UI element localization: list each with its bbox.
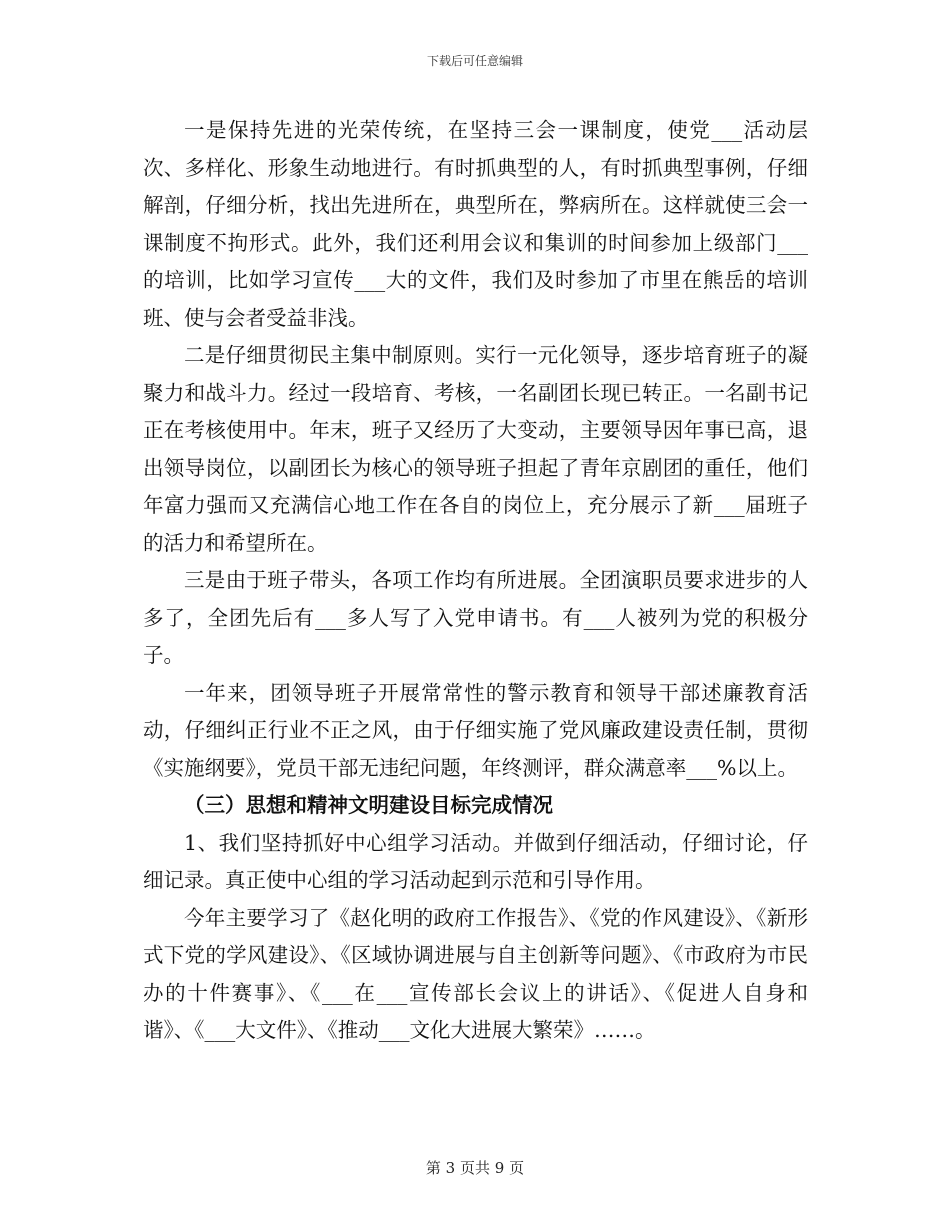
page-header: 下载后可任意编辑 <box>426 54 523 68</box>
page-footer: 第 3 页共 9 页 <box>425 1159 525 1177</box>
paragraph-party-tradition: 一是保持先进的光荣传统，在坚持三会一课制度，使党___活动层次、多样化、形象生动地进行。有时抓典型的人，有时抓典型事例，仔细解剖，仔细分析，找出先进所在，典型所在，弊病所在。这样就使三会一课制度不拘形式。此外，我们还利用会议和集训的时间参加上级部门___的培训，比如学习宣传___大的文件，我们及时参加了市里在熊岳的培训班、使与会者受益非浅。 <box>143 118 808 330</box>
paragraph-study-list: 今年主要学习了《赵化明的政府工作报告》、《党的作风建设》、《新形式下党的学风建设》、《区域协调进展与自主创新等问题》、《市政府为市民办的十件赛事》、《___在___宣传部长会议上的讲话》、《促进人自身和谐》、《___大文件》、《推动___文化大进展大繁荣》……。 <box>143 905 808 1042</box>
paragraph-democratic-centralism: 二是仔细贯彻民主集中制原则。实行一元化领导，逐步培育班子的凝聚力和战斗力。经过一段培育、考核，一名副团长现已转正。一名副书记正在考核使用中。年末，班子又经历了大变动，主要领导因年事已高，退出领导岗位，以副团长为核心的领导班子担起了青年京剧团的重任，他们年富力强而又充满信心地工作在各自的岗位上，充分展示了新___届班子的活力和希望所在。 <box>143 343 808 555</box>
paragraph-anti-corruption: 一年来，团领导班子开展常常性的警示教育和领导干部述廉教育活动，仔细纠正行业不正之风，由于仔细实施了党风廉政建设责任制，贯彻《实施纲要》，党员干部无违纪问题，年终测评，群众满意率___%以上。 <box>143 680 808 780</box>
paragraph-study-activities: 1、我们坚持抓好中心组学习活动。并做到仔细活动，仔细讨论，仔细记录。真正使中心组的学习活动起到示范和引导作用。 <box>143 830 808 892</box>
paragraph-work-progress: 三是由于班子带头，各项工作均有所进展。全团演职员要求进步的人多了，全团先后有___多人写了入党申请书。有___人被列为党的积极分子。 <box>143 568 808 667</box>
section-heading: （三）思想和精神文明建设目标完成情况 <box>184 793 553 817</box>
document-body <box>143 112 808 1050</box>
